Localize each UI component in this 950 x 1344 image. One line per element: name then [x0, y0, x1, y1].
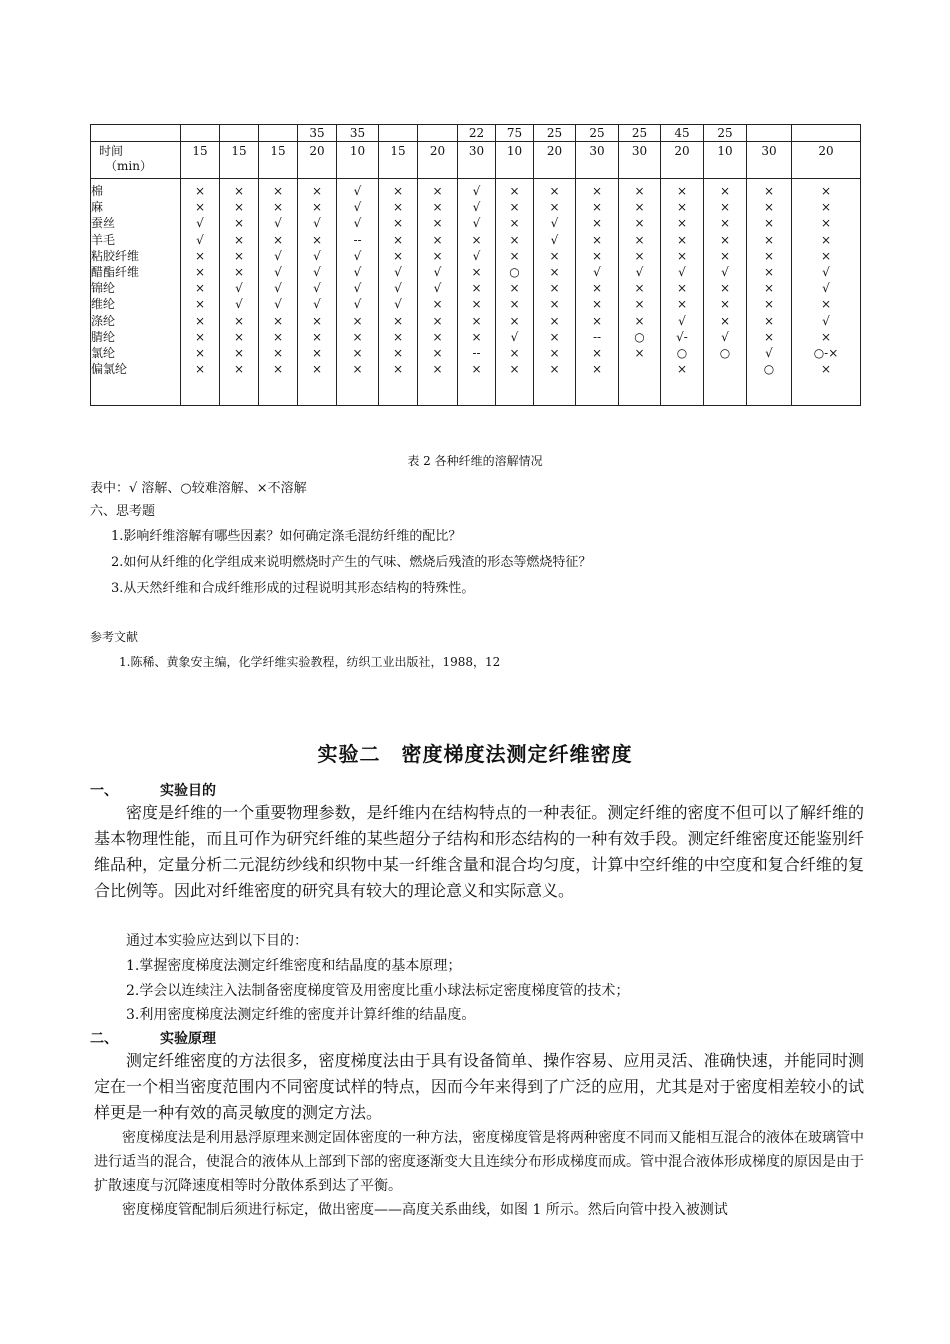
result-mark: √ — [433, 264, 442, 279]
result-mark: × — [763, 200, 775, 215]
fiber-name: 涤纶 — [91, 313, 116, 328]
fiber-name-column — [91, 179, 181, 406]
time-cell: 10 — [704, 142, 747, 179]
result-mark: × — [509, 232, 520, 247]
result-mark: ○-× — [813, 345, 839, 360]
ratio-cell: 22 — [458, 125, 496, 142]
result-mark: × — [432, 362, 443, 377]
result-mark: × — [549, 184, 560, 198]
result-mark: √ — [313, 216, 321, 231]
result-mark: × — [591, 281, 603, 296]
result-mark: √ — [822, 281, 830, 296]
result-mark: × — [763, 281, 775, 296]
result-mark: × — [194, 329, 206, 344]
result-mark: × — [634, 216, 645, 231]
result-mark: × — [591, 248, 603, 263]
result-mark: × — [509, 297, 520, 312]
result-mark: × — [509, 313, 520, 328]
result-mark: × — [591, 362, 603, 377]
ratio-cell: 25 — [619, 125, 661, 142]
time-cell: 15 — [379, 142, 418, 179]
result-mark — [704, 361, 746, 377]
result-row — [91, 179, 861, 406]
fiber-name: 醋酯纤维 — [91, 264, 140, 279]
time-cell: 15 — [220, 142, 259, 179]
result-mark: × — [634, 200, 645, 215]
result-mark: × — [471, 362, 482, 377]
result-mark: √ — [472, 216, 481, 231]
goal-item: 3.利用密度梯度法测定纤维的密度并计算纤维的结晶度。 — [126, 1007, 476, 1023]
result-column — [458, 179, 496, 406]
result-mark: × — [549, 264, 560, 279]
question-item: 1.影响纤维溶解有哪些因素？如何确定涤毛混纺纤维的配比？ — [111, 529, 462, 544]
result-mark: × — [352, 362, 363, 377]
result-mark: √ — [235, 297, 243, 312]
result-mark: × — [311, 345, 323, 360]
result-mark: ○ — [676, 345, 688, 360]
result-mark: × — [392, 345, 404, 360]
result-mark: √ — [822, 313, 830, 328]
purpose-label: 实验目的 — [160, 783, 216, 799]
table-legend: 表中：√ 溶解、○较难溶解、×不溶解 — [90, 481, 307, 496]
result-mark: √ — [274, 297, 282, 312]
result-mark: × — [432, 184, 443, 198]
result-column — [792, 179, 861, 406]
result-mark: × — [634, 297, 645, 312]
result-mark: × — [549, 248, 560, 263]
fiber-name: 棉 — [91, 184, 104, 198]
section6-heading: 六、思考题 — [90, 504, 156, 519]
result-mark: × — [719, 184, 731, 198]
result-mark: × — [591, 313, 603, 328]
result-mark: × — [591, 297, 603, 312]
result-mark: × — [194, 297, 206, 312]
result-mark: × — [392, 200, 404, 215]
result-mark: × — [549, 297, 560, 312]
result-mark: × — [272, 200, 284, 215]
result-mark: × — [634, 345, 645, 360]
result-mark — [619, 361, 660, 377]
reference-item: 1.陈稀、黄象安主编，化学纤维实验教程，纺织工业出版社，1988，12 — [119, 655, 501, 669]
result-mark: × — [392, 184, 404, 198]
purpose-number: 一、 — [90, 783, 118, 799]
result-mark: × — [719, 313, 731, 328]
result-mark: × — [549, 200, 560, 215]
result-mark: √ — [472, 248, 481, 263]
result-mark: × — [233, 216, 245, 231]
result-mark: √ — [394, 264, 402, 279]
result-mark: √ — [822, 264, 830, 279]
ratio-row — [91, 125, 861, 142]
result-mark: × — [820, 362, 832, 377]
result-mark: × — [233, 232, 245, 247]
references-heading: 参考文献 — [90, 630, 139, 644]
result-mark: ○ — [509, 264, 520, 279]
result-mark: × — [763, 313, 775, 328]
result-mark: × — [194, 281, 206, 296]
result-mark: × — [272, 184, 284, 198]
result-mark: × — [719, 216, 731, 231]
fiber-name: 氯纶 — [91, 345, 116, 360]
result-mark: × — [676, 297, 688, 312]
result-mark: × — [432, 345, 443, 360]
result-mark: √ — [196, 232, 204, 247]
result-mark: × — [763, 297, 775, 312]
result-mark: √ — [196, 216, 204, 231]
result-mark: × — [194, 264, 206, 279]
result-column — [661, 179, 704, 406]
result-mark: × — [509, 200, 520, 215]
result-mark: × — [763, 264, 775, 279]
result-mark: × — [432, 232, 443, 247]
result-column — [337, 179, 379, 406]
result-mark: √ — [313, 264, 321, 279]
result-mark: √ — [235, 281, 243, 296]
result-mark: √ — [472, 200, 481, 215]
result-mark: × — [194, 248, 206, 263]
result-mark: × — [233, 184, 245, 198]
result-mark: × — [272, 313, 284, 328]
result-mark: √ — [394, 281, 402, 296]
ratio-cell — [220, 125, 259, 142]
result-mark: × — [352, 345, 363, 360]
result-mark: × — [719, 297, 731, 312]
result-column — [181, 179, 220, 406]
result-mark: √ — [353, 216, 362, 231]
result-mark: × — [233, 362, 245, 377]
result-mark: × — [763, 232, 775, 247]
result-mark: × — [233, 313, 245, 328]
result-mark: √ — [765, 345, 773, 360]
result-mark: × — [763, 216, 775, 231]
result-mark: × — [820, 329, 832, 344]
time-cell: 30 — [747, 142, 792, 179]
result-mark: × — [820, 200, 832, 215]
result-column — [704, 179, 747, 406]
principle-heading — [90, 1028, 216, 1048]
result-column — [747, 179, 792, 406]
result-mark: × — [471, 264, 482, 279]
table-caption: 表 2 各种纤维的溶解情况 — [407, 454, 543, 468]
result-mark: × — [233, 200, 245, 215]
result-mark: √ — [510, 329, 519, 344]
result-mark: √ — [274, 248, 282, 263]
result-mark: × — [311, 313, 323, 328]
result-mark: √ — [593, 264, 601, 279]
result-mark: × — [311, 362, 323, 377]
result-mark: √ — [353, 264, 362, 279]
result-mark: × — [509, 184, 520, 198]
result-mark: √ — [678, 264, 686, 279]
fiber-name: 蚕丝 — [91, 216, 116, 231]
result-mark: × — [432, 216, 443, 231]
result-mark: × — [194, 313, 206, 328]
time-cell: 20 — [792, 142, 861, 179]
result-mark: × — [311, 184, 323, 198]
result-mark: ○ — [634, 329, 645, 344]
result-mark: × — [719, 232, 731, 247]
result-mark: × — [634, 281, 645, 296]
time-cell: 30 — [619, 142, 661, 179]
result-mark: × — [352, 329, 363, 344]
time-cell: 30 — [576, 142, 619, 179]
result-mark: √ — [313, 281, 321, 296]
time-cell: 20 — [661, 142, 704, 179]
result-mark: × — [272, 345, 284, 360]
result-mark: × — [549, 313, 560, 328]
result-mark: × — [509, 362, 520, 377]
ratio-cell — [259, 125, 298, 142]
result-mark: × — [820, 184, 832, 198]
result-mark: × — [634, 232, 645, 247]
result-mark: × — [763, 248, 775, 263]
result-mark: × — [432, 297, 443, 312]
principle-paragraph: 测定纤维密度的方法很多，密度梯度法由于具有设备简单、操作容易、应用灵活、准确快速，并能同时测定在一个相当密度范围内不同密度试样的特点，因而今年来得到了广泛的应用，尤其是对于密度相差较小的试样更是一种有效的高灵敏度的测定方法。 — [94, 1051, 864, 1122]
result-mark: × — [471, 313, 482, 328]
result-mark: × — [591, 232, 603, 247]
result-column — [259, 179, 298, 406]
result-mark: √ — [433, 281, 442, 296]
result-mark: × — [591, 216, 603, 231]
result-mark: × — [392, 232, 404, 247]
result-mark: × — [549, 362, 560, 377]
result-mark: × — [676, 248, 688, 263]
result-mark: × — [549, 281, 560, 296]
time-cell: 20 — [298, 142, 337, 179]
result-mark: √- — [676, 329, 688, 344]
result-mark: × — [233, 264, 245, 279]
result-column — [496, 179, 534, 406]
result-mark: × — [634, 248, 645, 263]
result-column — [534, 179, 576, 406]
result-mark: × — [233, 345, 245, 360]
result-mark: × — [432, 313, 443, 328]
result-mark: × — [820, 248, 832, 263]
result-mark: -- — [472, 345, 481, 360]
time-cell: 10 — [337, 142, 379, 179]
question-item: 2.如何从纤维的化学组成来说明燃烧时产生的气味、燃烧后残渣的形态等燃烧特征？ — [111, 555, 592, 570]
question-item: 3.从天然纤维和合成纤维形成的过程说明其形态结构的特殊性。 — [111, 581, 475, 596]
result-mark: × — [311, 329, 323, 344]
result-column — [418, 179, 458, 406]
result-mark: × — [194, 362, 206, 377]
ratio-cell — [792, 125, 861, 142]
result-mark: × — [194, 345, 206, 360]
principle-number: 二、 — [90, 1031, 118, 1047]
result-mark: × — [471, 297, 482, 312]
principle-label: 实验原理 — [160, 1031, 216, 1047]
result-mark: × — [311, 232, 323, 247]
result-mark: × — [591, 200, 603, 215]
time-row — [91, 142, 861, 179]
result-mark: √ — [721, 264, 729, 279]
result-mark: × — [719, 200, 731, 215]
result-mark: × — [392, 313, 404, 328]
result-mark: √ — [635, 264, 644, 279]
result-mark: × — [820, 297, 832, 312]
result-mark: × — [719, 281, 731, 296]
time-header-cell — [91, 142, 181, 179]
result-mark: × — [471, 232, 482, 247]
result-column — [298, 179, 337, 406]
time-label: 时间 — [99, 144, 124, 158]
goal-item: 1.掌握密度梯度法测定纤维密度和结晶度的基本原理； — [126, 958, 462, 974]
result-mark: × — [432, 200, 443, 215]
ratio-cell: 45 — [661, 125, 704, 142]
fiber-name: 羊毛 — [91, 232, 116, 247]
result-mark: × — [719, 248, 731, 263]
result-mark: × — [392, 362, 404, 377]
ratio-cell — [91, 125, 181, 142]
result-mark: × — [591, 345, 603, 360]
ratio-cell — [418, 125, 458, 142]
fiber-name: 维纶 — [91, 297, 116, 312]
result-mark: × — [549, 345, 560, 360]
result-mark: √ — [678, 313, 686, 328]
fiber-name: 麻 — [91, 200, 104, 215]
result-mark: √ — [550, 216, 559, 231]
time-unit: （min） — [105, 159, 152, 173]
result-mark: × — [233, 329, 245, 344]
result-mark: × — [591, 184, 603, 198]
fiber-name: 锦纶 — [91, 281, 116, 296]
result-mark: × — [471, 329, 482, 344]
ratio-cell: 25 — [576, 125, 619, 142]
result-mark: × — [763, 184, 775, 198]
result-mark: √ — [394, 297, 402, 312]
result-mark: × — [676, 232, 688, 247]
time-cell: 20 — [534, 142, 576, 179]
result-mark: √ — [353, 184, 362, 198]
ratio-cell — [379, 125, 418, 142]
result-mark: × — [763, 329, 775, 344]
result-mark: × — [549, 329, 560, 344]
goals-intro: 通过本实验应达到以下目的： — [126, 933, 308, 949]
fiber-name: 腈纶 — [91, 329, 116, 344]
result-mark: × — [471, 281, 482, 296]
ratio-cell: 25 — [534, 125, 576, 142]
result-column — [619, 179, 661, 406]
result-mark: × — [392, 329, 404, 344]
result-mark: × — [233, 248, 245, 263]
result-mark: √ — [274, 264, 282, 279]
time-cell: 10 — [496, 142, 534, 179]
experiment-title: 实验二 密度梯度法测定纤维密度 — [317, 742, 633, 766]
result-column — [379, 179, 418, 406]
result-mark: × — [676, 281, 688, 296]
result-mark: × — [509, 216, 520, 231]
result-mark: √ — [353, 297, 362, 312]
result-mark: -- — [592, 329, 602, 344]
result-mark: × — [194, 184, 206, 198]
result-mark: × — [272, 362, 284, 377]
result-mark: × — [820, 216, 832, 231]
purpose-paragraph: 密度是纤维的一个重要物理参数，是纤维内在结构特点的一种表征。测定纤维的密度不但可以了解纤维的基本物理性能，而且可作为研究纤维的某些超分子结构和形态结构的一种有效手段。测定纤维密度还能鉴别纤维品种，定量分析二元混纺纱线和织物中某一纤维含量和混合均匀度，计算中空纤维的中空度和复合纤维的复合比例等。因此对纤维密度的研究具有较大的理论意义和实际意义。 — [94, 803, 864, 900]
time-cell: 30 — [458, 142, 496, 179]
result-mark: × — [676, 200, 688, 215]
time-cell: 15 — [259, 142, 298, 179]
result-column — [576, 179, 619, 406]
principle-paragraph: 密度梯度管配制后须进行标定，做出密度——高度关系曲线，如图 1 所示。然后向管中投入被测试 — [122, 1202, 728, 1218]
ratio-cell — [181, 125, 220, 142]
result-mark: × — [676, 184, 688, 198]
result-mark: × — [194, 200, 206, 215]
result-mark: √ — [353, 281, 362, 296]
result-mark: √ — [472, 184, 481, 198]
result-mark: √ — [721, 329, 729, 344]
result-mark: × — [311, 200, 323, 215]
result-mark: -- — [353, 232, 362, 247]
result-mark: × — [509, 281, 520, 296]
result-mark: × — [509, 345, 520, 360]
result-mark: √ — [274, 216, 282, 231]
result-mark: × — [392, 248, 404, 263]
result-mark: √ — [313, 248, 321, 263]
fiber-name: 偏氯纶 — [91, 362, 128, 377]
result-mark: √ — [550, 232, 559, 247]
ratio-cell: 75 — [496, 125, 534, 142]
result-column — [220, 179, 259, 406]
ratio-cell: 25 — [704, 125, 747, 142]
result-mark: × — [634, 184, 645, 198]
result-mark: × — [272, 329, 284, 344]
result-mark: × — [392, 216, 404, 231]
ratio-cell: 35 — [337, 125, 379, 142]
ratio-cell — [747, 125, 792, 142]
result-mark: ○ — [763, 362, 775, 377]
fiber-name: 粘胶纤维 — [91, 248, 140, 263]
result-mark: × — [432, 329, 443, 344]
result-mark: × — [634, 313, 645, 328]
result-mark: √ — [353, 248, 362, 263]
result-mark: ○ — [719, 345, 731, 360]
ratio-cell: 35 — [298, 125, 337, 142]
result-mark: × — [676, 216, 688, 231]
result-mark: √ — [353, 200, 362, 215]
result-mark: × — [676, 362, 688, 377]
result-mark: √ — [274, 281, 282, 296]
solubility-table — [90, 124, 861, 406]
principle-paragraph: 密度梯度法是利用悬浮原理来测定固体密度的一种方法，密度梯度管是将两种密度不同而又能相互混合的液体在玻璃管中进行适当的混合，使混合的液体从上部到下部的密度逐渐变大且连续分布形成梯度而成。管中混合液体形成梯度的原因是由于扩散速度与沉降速度相等时分散体系到达了平衡。 — [94, 1130, 864, 1194]
result-mark: × — [820, 232, 832, 247]
result-mark: × — [509, 248, 520, 263]
time-cell: 20 — [418, 142, 458, 179]
result-mark: × — [352, 313, 363, 328]
result-mark: √ — [313, 297, 321, 312]
result-mark: × — [272, 232, 284, 247]
purpose-heading — [90, 780, 216, 800]
time-cell: 15 — [181, 142, 220, 179]
result-mark: × — [432, 248, 443, 263]
goal-item: 2.学会以连续注入法制备密度梯度管及用密度比重小球法标定密度梯度管的技术； — [126, 983, 630, 999]
